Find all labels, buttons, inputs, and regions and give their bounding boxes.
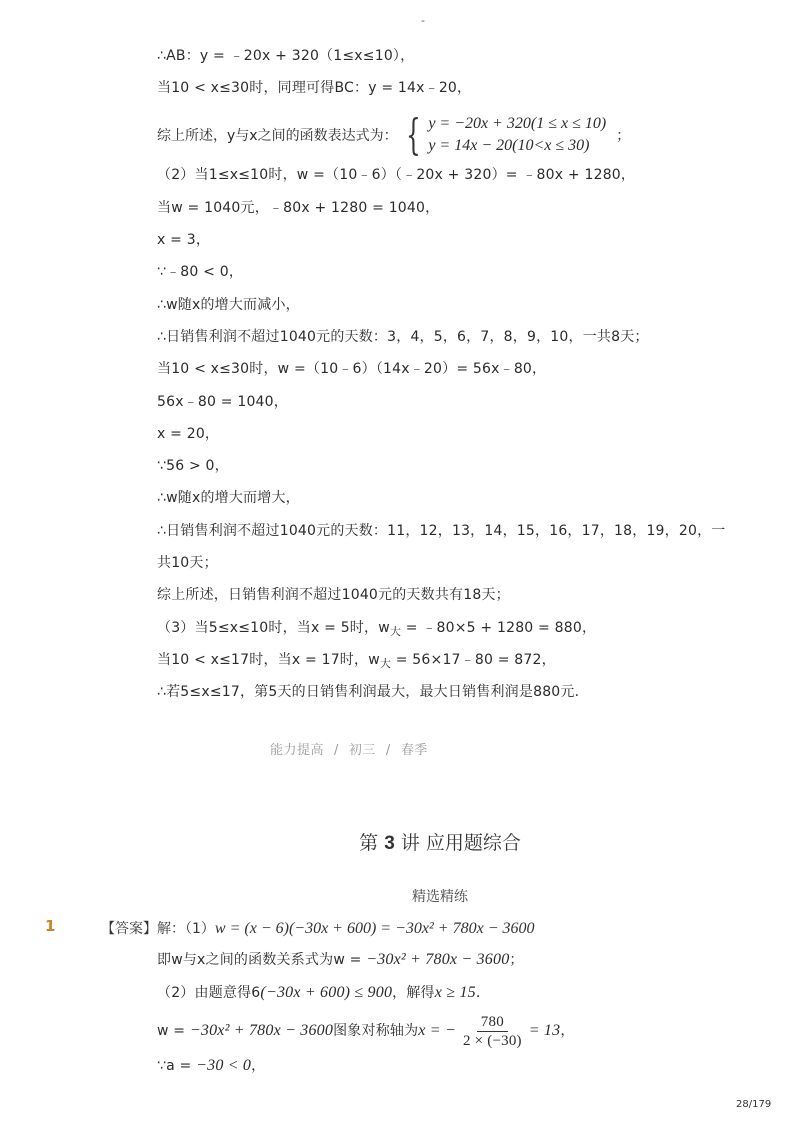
- q3b-sub: 大: [379, 657, 392, 670]
- top-mark: -: [421, 14, 425, 27]
- text-line-q3b: [157, 650, 556, 674]
- q3a-post: = ﹣80×5 + 1280 = 880，: [401, 620, 597, 636]
- lecture-number: 3: [384, 833, 395, 854]
- text-line: ∵﹣80 < 0，: [157, 264, 244, 280]
- breadcrumb-separator: /: [385, 743, 391, 758]
- breadcrumb: [270, 739, 428, 758]
- q3b-post: = 56×17﹣80 = 872，: [391, 652, 556, 668]
- answer-line-4: [157, 1012, 575, 1050]
- line4-post: ，: [560, 1023, 575, 1039]
- text-line: 当10 < x≤30时，w =（10﹣6）（14x﹣20）= 56x﹣80，: [157, 361, 547, 377]
- fraction-denominator: 2 × (−30): [463, 1032, 522, 1049]
- text-line: x = 3，: [157, 232, 211, 248]
- brace-icon: {: [405, 110, 421, 159]
- text-line: ∴AB：y = ﹣20x + 320（1≤x≤10），: [157, 48, 415, 64]
- text-line-q3a: [157, 618, 596, 642]
- text-line: 当10 < x≤30时，同理可得BC：y = 14x﹣20，: [157, 80, 472, 96]
- line3-math: (−30x + 600) ≤ 900: [260, 984, 393, 1001]
- line5-post: ，: [251, 1058, 266, 1074]
- system-prefix: 综上所述，y与x之间的函数表达式为：: [157, 128, 398, 144]
- line3-math2: x ≥ 15: [434, 984, 476, 1001]
- breadcrumb-item: 初三: [348, 743, 376, 758]
- breadcrumb-separator: /: [334, 743, 339, 758]
- text-line: ∴w随x的增大而增大，: [157, 490, 300, 506]
- answer-line-2: [157, 950, 524, 970]
- page-number: 28/179: [736, 1099, 772, 1110]
- fraction-numerator: 780: [477, 1013, 508, 1032]
- equation-system: [157, 112, 630, 158]
- breadcrumb-item: 春季: [400, 743, 428, 758]
- answer-line-1: [101, 918, 534, 938]
- system-eq-1: y = −20x + 320(1 ≤ x ≤ 10): [428, 115, 607, 132]
- answer-line-3: [157, 983, 490, 1003]
- q3a-pre: （3）当5≤x≤10时，当x = 5时，w: [157, 620, 390, 636]
- text-line: ∴w随x的增大而减小，: [157, 297, 300, 313]
- text-line: 当w = 1040元，﹣80x + 1280 = 1040，: [157, 200, 440, 216]
- text-line: （2）当1≤x≤10时，w =（10﹣6）（﹣20x + 320）= ﹣80x + 1280，: [157, 167, 636, 183]
- line2-math: −30x² + 780x − 3600: [366, 951, 510, 968]
- line4-mid: 图象对称轴为: [333, 1023, 419, 1039]
- line2-pre: 即w与x之间的函数关系式为w =: [157, 952, 367, 968]
- line4-math: −30x² + 780x − 3600: [189, 1022, 334, 1039]
- breadcrumb-item: 能力提高: [270, 743, 325, 758]
- line5-pre: ∵a =: [157, 1058, 197, 1074]
- answer-line-5: [157, 1056, 265, 1076]
- text-line: x = 20，: [157, 426, 220, 442]
- system-eq-2: y = 14x − 20(10<x ≤ 30): [428, 137, 590, 154]
- line4-pre: w =: [157, 1023, 190, 1039]
- line3-post: ．: [475, 985, 491, 1001]
- text-line: ∴日销售利润不超过1040元的天数：11，12，13，14，15，16，17，18，19，20，一: [157, 523, 726, 539]
- lecture-title: [0, 828, 800, 855]
- lecture-title-post: 讲 应用题综合: [394, 832, 521, 854]
- text-line: ∴若5≤x≤17，第5天的日销售利润最大，最大日销售利润是880元．: [157, 684, 589, 700]
- line5-math: −30 < 0: [196, 1057, 252, 1074]
- text-line: ∴日销售利润不超过1040元的天数：3，4，5，6，7，8，9，10，一共8天；: [157, 329, 649, 345]
- line4-eq: = 13: [528, 1022, 561, 1039]
- q3b-pre: 当10 < x≤17时，当x = 17时，w: [157, 652, 380, 668]
- text-line: ∵56 > 0，: [157, 458, 229, 474]
- text-line: 共10天；: [157, 555, 218, 571]
- line3-mid: ，解得: [392, 985, 435, 1001]
- text-line: 56x﹣80 = 1040，: [157, 394, 288, 410]
- text-line: 综上所述，日销售利润不超过1040元的天数共有18天；: [157, 587, 510, 603]
- answer-tag: 【答案】解：（1）: [101, 921, 215, 937]
- lecture-title-pre: 第: [359, 832, 385, 854]
- answer-eq-1: w = (x − 6)(−30x + 600) = −30x² + 780x − 3600: [214, 920, 535, 937]
- line4-x: x = −: [418, 1022, 456, 1039]
- system-equations: [428, 113, 606, 157]
- section-title: 精选精练: [412, 889, 468, 905]
- line2-post: ；: [509, 952, 524, 968]
- line3-pre: （2）由题意得6: [157, 985, 261, 1001]
- fraction: [459, 1013, 526, 1050]
- q3a-sub: 大: [389, 625, 402, 638]
- system-suffix: ；: [616, 128, 631, 144]
- question-number: 1: [45, 917, 56, 935]
